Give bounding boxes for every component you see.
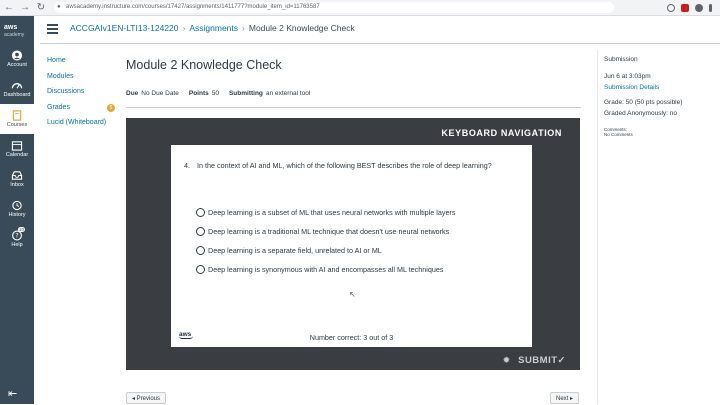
back-icon[interactable]: ←: [4, 1, 14, 13]
gear-icon[interactable]: ✹: [502, 355, 511, 365]
collapse-nav-icon[interactable]: ⇤: [8, 388, 18, 400]
course-nav-home[interactable]: Home: [47, 57, 66, 64]
answer-option[interactable]: [196, 244, 382, 256]
submission-date: Jun 6 at 3:03pm: [604, 73, 651, 80]
gnav-inbox[interactable]: Inbox: [0, 164, 34, 194]
comments-label: Comments:: [604, 127, 628, 132]
help-badge: 10: [19, 227, 25, 232]
history-icon: [11, 200, 23, 211]
breadcrumb-separator-icon: ›: [182, 23, 186, 33]
previous-button[interactable]: ◂ Previous: [126, 392, 166, 404]
submit-button[interactable]: SUBMIT✓: [518, 355, 566, 366]
extension-icon[interactable]: [681, 4, 689, 12]
gnav-history[interactable]: History: [0, 194, 34, 224]
breadcrumb-course-link[interactable]: ACCGAIv1EN-LTI13-124220: [70, 23, 179, 33]
aws-academy-logo[interactable]: aws academy: [0, 16, 34, 44]
breadcrumb-assignments-link[interactable]: Assignments: [189, 23, 239, 33]
gnav-help[interactable]: ? Help 10: [11, 227, 25, 248]
radio-icon[interactable]: [196, 227, 205, 236]
answer-option-label: Deep learning is a traditional ML technique that doesn't use neural networks: [208, 226, 450, 236]
due-value: No Due Date: [141, 90, 179, 97]
reload-icon[interactable]: ↻: [36, 1, 46, 13]
url-text: awsacademy.instructure.com/courses/17427/assignments/1411777?module_item_id=11763587: [66, 4, 320, 10]
breadcrumb: [70, 23, 355, 33]
checkmark-icon: ✓: [557, 355, 566, 366]
sidebar-divider: [597, 50, 598, 404]
quiz-card: [171, 145, 532, 347]
answer-option-label: Deep learning is synonymous with AI and encompasses all ML techniques: [208, 264, 444, 274]
page-title: Module 2 Knowledge Check: [126, 58, 282, 72]
comments-value: No Comments: [604, 132, 633, 137]
course-nav-grades-label: Grades: [47, 103, 70, 111]
number-correct: Number correct: 3 out of 3: [309, 333, 394, 342]
global-nav: [0, 16, 34, 404]
course-nav-modules[interactable]: Modules: [47, 72, 74, 80]
mouse-cursor-icon: ↖: [349, 290, 356, 299]
question-number: 4.: [184, 161, 190, 170]
submission-details-link[interactable]: Submission Details: [604, 84, 660, 91]
answer-option[interactable]: [196, 263, 443, 275]
details-divider: [126, 107, 581, 108]
calendar-icon: [11, 140, 23, 151]
answer-option-label: Deep learning is a separate field, unrelated to AI or ML: [208, 245, 382, 255]
submission-heading: Submission: [604, 56, 638, 63]
course-nav-discussions[interactable]: Discussions: [47, 88, 85, 95]
points-label: Points: [188, 90, 209, 97]
course-nav: [47, 57, 122, 135]
assignment-details: [126, 90, 310, 97]
keyboard-navigation-button[interactable]: KEYBOARD NAVIGATION: [441, 128, 562, 138]
grades-badge: 5: [107, 104, 115, 112]
inbox-icon: [11, 170, 23, 181]
points-value: 50: [211, 90, 219, 97]
menu-icon[interactable]: [709, 4, 712, 12]
gnav-courses[interactable]: Courses: [0, 104, 34, 134]
aws-logo: aws: [179, 331, 192, 338]
answer-option[interactable]: [196, 225, 449, 237]
course-menu-toggle-icon[interactable]: [47, 24, 58, 33]
graded-anonymously: Graded Anonymously: no: [604, 110, 677, 117]
course-nav-lucid[interactable]: Lucid (Whiteboard): [47, 119, 107, 126]
external-tool-frame: [126, 118, 580, 370]
submission-grade: Grade: 50 (50 pts possible): [604, 99, 683, 106]
profile-icon[interactable]: [695, 4, 703, 12]
browser-toolbar: [0, 0, 720, 16]
radio-icon[interactable]: [196, 265, 205, 274]
breadcrumb-current: Module 2 Knowledge Check: [248, 23, 355, 33]
submitting-value: an external tool: [265, 90, 311, 97]
courses-icon: [11, 110, 23, 121]
gnav-calendar[interactable]: Calendar: [0, 134, 34, 164]
answer-option-label: Deep learning is a subset of ML that uses neural networks with multiple layers: [208, 207, 456, 217]
header-divider: [40, 43, 720, 44]
answer-option[interactable]: [196, 206, 455, 218]
course-nav-grades[interactable]: [47, 104, 122, 120]
due-label: Due: [126, 90, 139, 97]
svg-text:?: ?: [15, 231, 19, 240]
submission-sidebar: [604, 56, 716, 137]
breadcrumb-separator-icon: ›: [242, 23, 245, 33]
dashboard-icon: [11, 80, 23, 91]
lock-icon: ●: [57, 4, 61, 10]
account-icon: [11, 50, 23, 61]
question-text: In the context of AI and ML, which of the following BEST describes the role of deep learning?: [197, 161, 492, 170]
radio-icon[interactable]: [196, 246, 205, 255]
forward-icon[interactable]: →: [20, 1, 30, 13]
gnav-dashboard[interactable]: Dashboard: [0, 74, 34, 104]
next-button[interactable]: Next ▸: [550, 392, 579, 404]
submit-row: [503, 355, 566, 366]
radio-icon[interactable]: [196, 208, 205, 217]
star-icon[interactable]: [667, 4, 675, 12]
address-bar[interactable]: [54, 2, 614, 13]
submitting-label: Submitting: [228, 90, 263, 97]
gnav-account[interactable]: Account: [0, 44, 34, 74]
